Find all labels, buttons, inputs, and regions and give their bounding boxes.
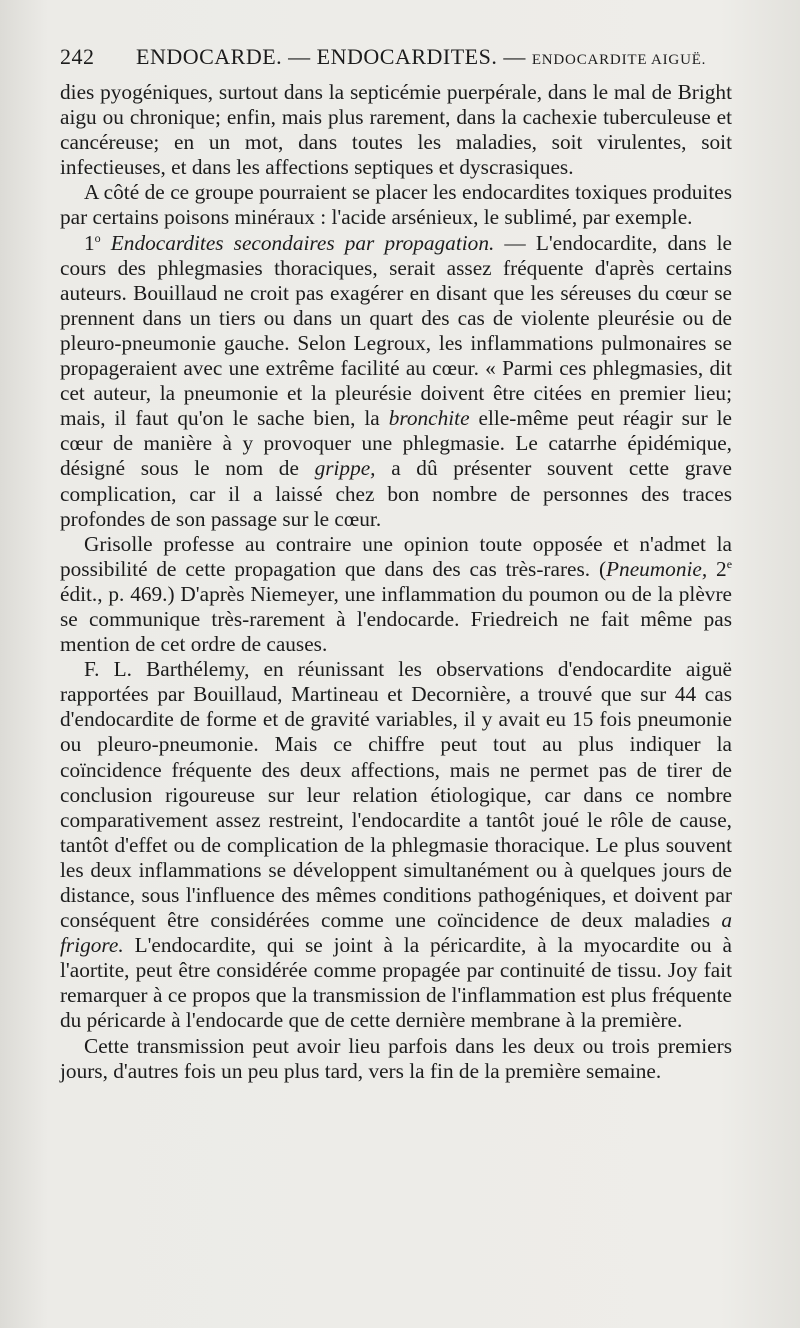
paragraph-2: A côté de ce groupe pourraient se placer les endocardites toxiques produites par certains poisons minéraux : l'acide arsénieux, le sublimé, par exemple.: [60, 180, 732, 230]
paragraph-3: [60, 231, 732, 532]
paragraph-4: [60, 532, 732, 657]
italic-term-grippe: grippe,: [314, 456, 376, 481]
paragraph-6: Cette transmission peut avoir lieu parfois dans les deux ou trois premiers jours, d'autres fois un peu plus tard, vers la fin de la première semaine.: [60, 1033, 732, 1083]
paragraph-3-text-c: a dû présenter souvent cette grave complication, car il a laissé chez bon nombre de personnes des traces profondes de son passage sur le cœur.: [60, 456, 733, 531]
paragraph-5: [60, 657, 732, 1033]
citation-title: Pneumonie,: [606, 556, 708, 581]
paragraph-3-text-b: elle-même peut réagir sur le cœur de manière à y provoquer une phlegmasie. Le catarrhe épidémique, désigné sous le nom de: [60, 406, 733, 481]
running-header: [60, 44, 740, 76]
paragraph-1: dies pyogéniques, surtout dans la septicémie puerpérale, dans le mal de Bright aigu ou chronique; enfin, mais plus rarement, dans la cachexie tuberculeuse et cancéreuse; en un mot, dans toutes les maladies, soit virulentes, soit infectieuses, et dans les affections septiques et dyscrasiques.: [60, 80, 732, 180]
paragraph-5-text-b: L'endocardite, qui se joint à la péricardite, à la myocardite ou à l'aortite, peut être considérée comme propagée par continuité de tissu. Joy fait remarquer à ce propos que la transmission de l'inflammation est plus fréquente du péricarde à l'endocarde que de cette dernière membrane à la première.: [60, 933, 733, 1033]
italic-term-a-frigore: a frigore.: [60, 908, 732, 958]
paragraph-4-text-b: édit., p. 469.) D'après Niemeyer, une inflammation du poumon ou de la plèvre se communique très-rarement à l'endocarde. Friedreich ne fait même pas mention de cet ordre de causes.: [60, 581, 732, 657]
section-number: 1: [84, 230, 95, 255]
page-body: [60, 80, 732, 1084]
paragraph-3-text-a: — L'endocardite, dans le cours des phlegmasies thoraciques, serait assez fréquente d'après certains auteurs. Bouillaud ne croit pas exagérer en disant que les séreuses du cœur se prennent dans un tiers ou dans un quart des cas de violente pleurésie ou de pleuro-pneumonie gauche. Selon Legroux, les inflammations pulmonaires se propageraient avec une extrême facilité au cœur. « Parmi ces phlegmasies, dit cet auteur, la pneumonie et la pleurésie doivent être citées en premier lieu; mais, il faut qu'on le sache bien, la: [60, 230, 732, 431]
running-title: ENDOCARDE. — ENDOCARDITES. —: [136, 44, 526, 69]
paragraph-4-text-a: Grisolle professe au contraire une opinion toute opposée et n'admet la possibilité de cette propagation que dans des cas très-rares. (: [60, 531, 732, 581]
italic-term-bronchite: bronchite: [388, 406, 470, 431]
edition-number: 2: [716, 556, 727, 581]
paragraph-5-text-a: F. L. Barthélemy, en réunissant les observations d'endocardite aiguë rapportées par Bouillaud, Martineau et Decornière, a trouvé que sur 44 cas d'endocardite de forme et de gravité variables, il y avait eu 15 fois pneumonie ou pleuro-pneumonie. Mais ce chiffre peut tout au plus indiquer la coïncidence fréquente des deux affections, mais ne permet pas de tirer de conclusion rigoureuse sur leur relation étiologique, car dans ce nombre comparativement assez restreint, l'endocardite a tantôt joué le rôle de cause, tantôt d'effet ou de complication de la phlegmasie thoracique. Le plus souvent les deux inflammations se développent simultanément ou à quelques jours de distance, sous l'influence des mêmes conditions pathogéniques, et doivent par conséquent être considérées comme une coïncidence de deux maladies: [60, 657, 732, 933]
page-number: 242: [60, 44, 95, 69]
running-subtitle: ENDOCARDITE AIGUË.: [531, 52, 707, 68]
section-number-superscript: o: [94, 230, 101, 245]
edition-superscript: e: [726, 556, 733, 571]
section-heading: Endocardites secondaires par propagation.: [110, 230, 495, 255]
